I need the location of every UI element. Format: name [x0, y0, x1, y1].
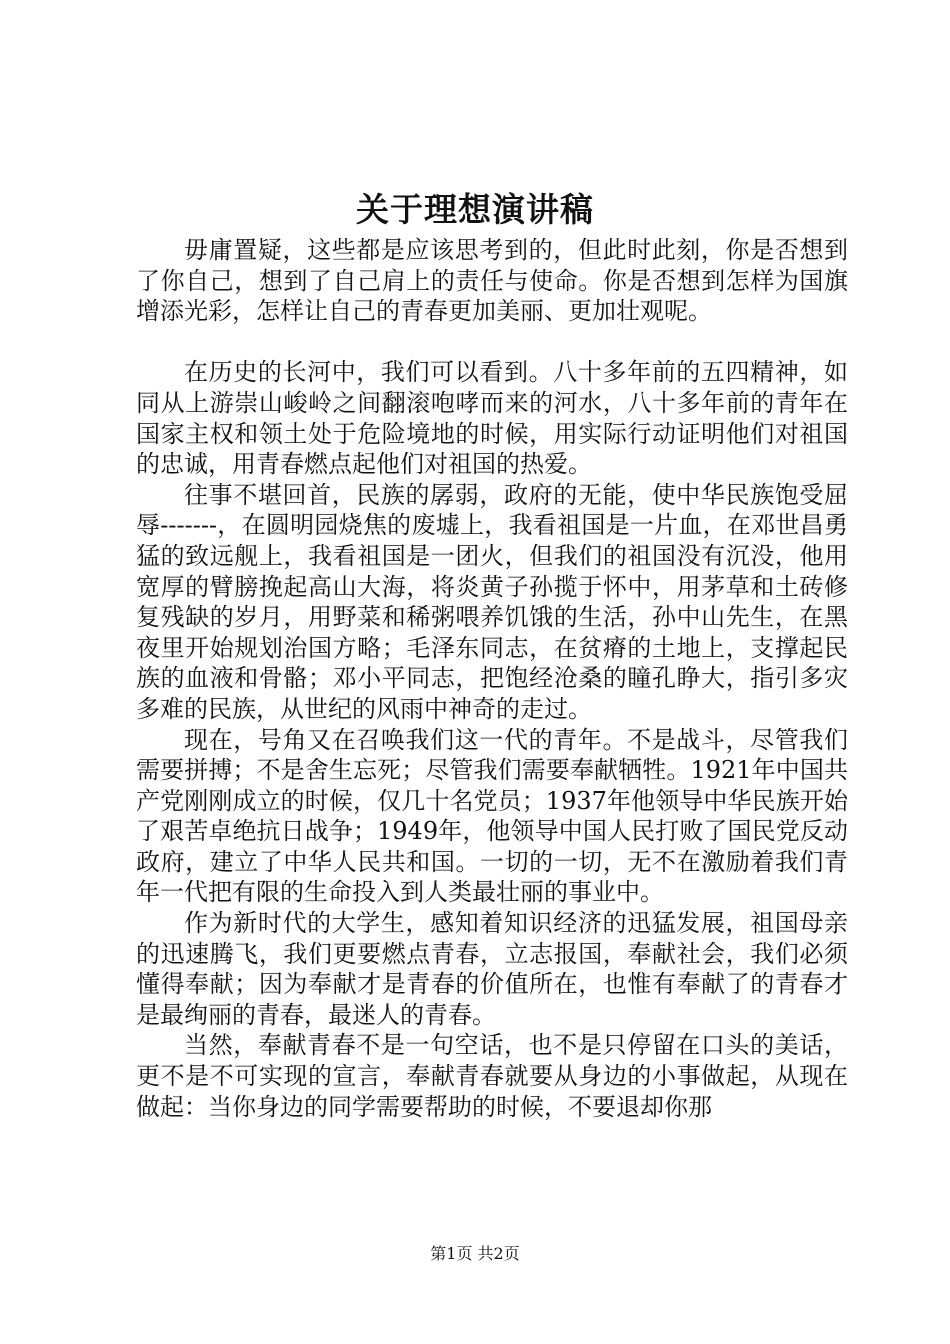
paragraph-1: 毋庸置疑，这些都是应该思考到的，但此时此刻，你是否想到了你自己，想到了自己肩上的责任与使命。你是否想到怎样为国旗增添光彩，怎样让自己的青春更加美丽、更加壮观呢。 [136, 236, 848, 326]
paragraph-5: 作为新时代的大学生，感知着知识经济的迅猛发展，祖国母亲的迅速腾飞，我们更要燃点青春，立志报国，奉献社会，我们必须懂得奉献；因为奉献才是青春的价值所在，也惟有奉献了的青春才是最绚丽的青春，最迷人的青春。 [136, 909, 848, 1029]
document-title: 关于理想演讲稿 [356, 190, 594, 229]
paragraph-spacer [136, 327, 848, 358]
paragraph-2: 在历史的长河中，我们可以看到。八十多年前的五四精神，如同从上游崇山峻岭之间翻滚咆哮而来的河水，八十多年前的青年在国家主权和领土处于危险境地的时候，用实际行动证明他们对祖国的忠诚，用青春燃点起他们对祖国的热爱。 [136, 358, 848, 479]
page-number-footer: 第1页 共2页 [430, 1244, 520, 1263]
paragraph-3: 往事不堪回首，民族的孱弱，政府的无能，使中华民族饱受屈辱-------，在圆明园烧焦的废墟上，我看祖国是一片血，在邓世昌勇猛的致远舰上，我看祖国是一团火，但我们的祖国没有沉没，他用宽厚的臂膀挽起高山大海，将炎黄子孙揽于怀中，用茅草和土砖修复残缺的岁月，用野菜和稀粥喂养饥饿的生活，孙中山先生，在黑夜里开始规划治国方略；毛泽东同志，在贫瘠的土地上，支撑起民族的血液和骨骼；邓小平同志，把饱经沧桑的瞳孔睁大，指引多灾多难的民族，从世纪的风雨中神奇的走过。 [136, 480, 848, 723]
paragraph-4: 现在，号角又在召唤我们这一代的青年。不是战斗，尽管我们需要拼搏；不是舍生忘死；尽管我们需要奉献牺牲。1921年中国共产党刚刚成立的时候，仅几十名党员；1937年他领导中华民族开始了艰苦卓绝抗日战争；1949年，他领导中国人民打败了国民党反动政府，建立了中华人民共和国。一切的一切，无不在激励着我们青年一代把有限的生命投入到人类最壮丽的事业中。 [136, 725, 848, 907]
paragraph-6: 当然，奉献青春不是一句空话，也不是只停留在口头的美话，更不是不可实现的宣言，奉献青春就要从身边的小事做起，从现在做起：当你身边的同学需要帮助的时候，不要退却你那 [136, 1031, 848, 1121]
document-body [136, 235, 848, 1122]
